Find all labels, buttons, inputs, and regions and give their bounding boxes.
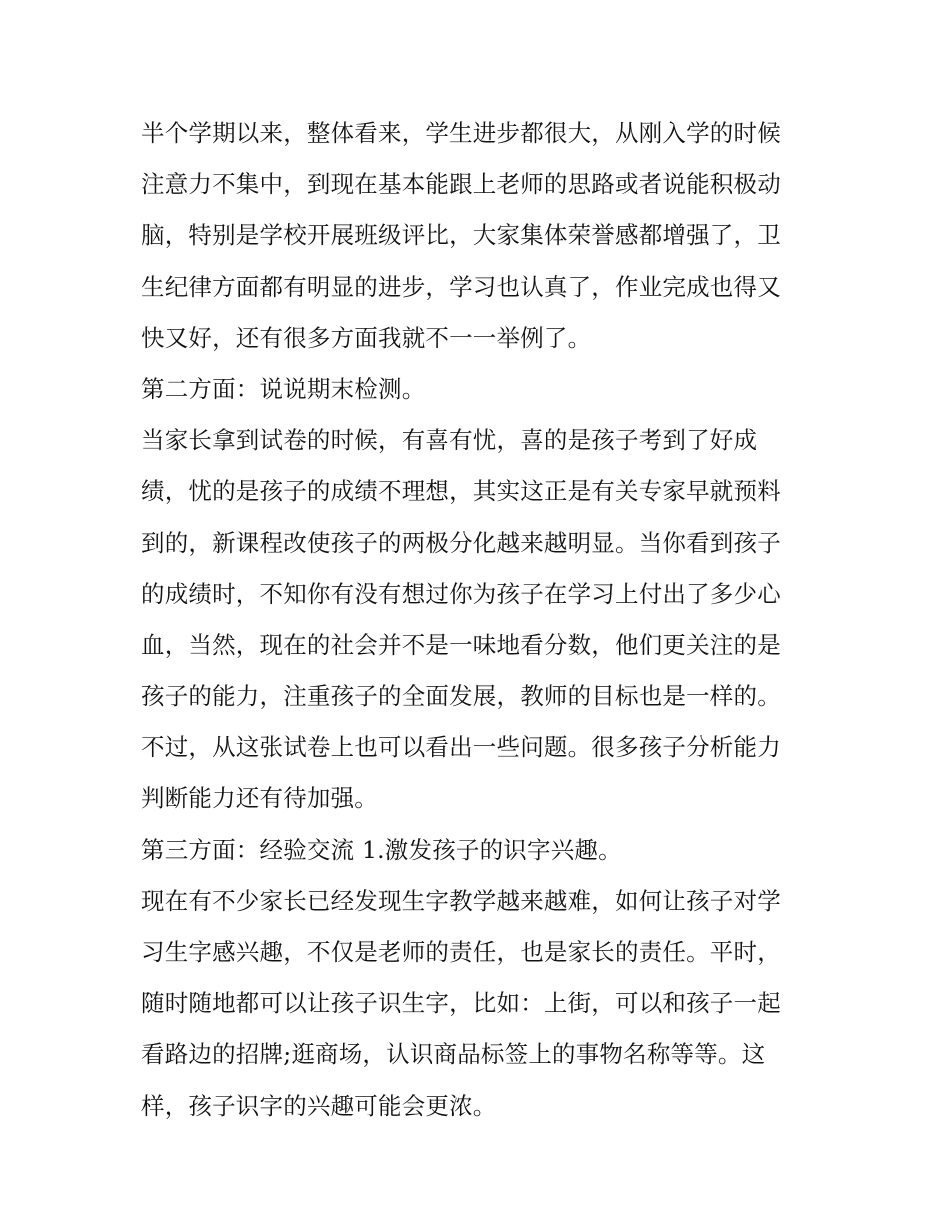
text-line: 到的，新课程改使孩子的两极分化越来越明显。当你看到孩子 — [141, 528, 781, 557]
text-line: 随时随地都可以让孩子识生字，比如：上街，可以和孩子一起 — [141, 989, 781, 1018]
text-line: 脑，特别是学校开展班级评比，大家集体荣誉感都增强了，卫 — [141, 221, 781, 250]
document-body — [141, 108, 816, 1132]
text-line: 孩子的能力，注重孩子的全面发展，教师的目标也是一样的。 — [141, 682, 781, 711]
text-line: 现在有不少家长已经发现生字教学越来越难，如何让孩子对学 — [141, 886, 781, 915]
text-line: 的成绩时，不知你有没有想过你为孩子在学习上付出了多少心 — [141, 579, 781, 608]
text-line: 半个学期以来，整体看来，学生进步都很大，从刚入学的时候 — [141, 119, 781, 147]
text-line: 注意力不集中，到现在基本能跟上老师的思路或者说能积极动 — [141, 170, 781, 199]
text-line: 判断能力还有待加强。 — [141, 784, 378, 813]
section-heading-3: 第三方面：经验交流 1.激发孩子的识字兴趣。 — [141, 835, 622, 864]
text-line: 生纪律方面都有明显的进步，学习也认真了，作业完成也得又 — [141, 272, 781, 301]
text-line: 血，当然，现在的社会并不是一味地看分数，他们更关注的是 — [141, 630, 781, 659]
section-heading-2: 第二方面：说说期末检测。 — [141, 374, 426, 403]
text-line: 绩，忧的是孩子的成绩不理想，其实这正是有关专家早就预料 — [141, 477, 781, 506]
text-line: 当家长拿到试卷的时候，有喜有忧，喜的是孩子考到了好成 — [141, 426, 758, 455]
text-line: 快又好，还有很多方面我就不一一举例了。 — [141, 323, 592, 352]
text-line: 看路边的招牌;逛商场，认识商品标签上的事物名称等等。这 — [141, 1040, 766, 1069]
text-line: 习生字感兴趣，不仅是老师的责任，也是家长的责任。平时， — [141, 938, 781, 966]
text-line: 样，孩子识字的兴趣可能会更浓。 — [141, 1091, 497, 1120]
text-line: 不过，从这张试卷上也可以看出一些问题。很多孩子分析能力 — [141, 733, 781, 762]
